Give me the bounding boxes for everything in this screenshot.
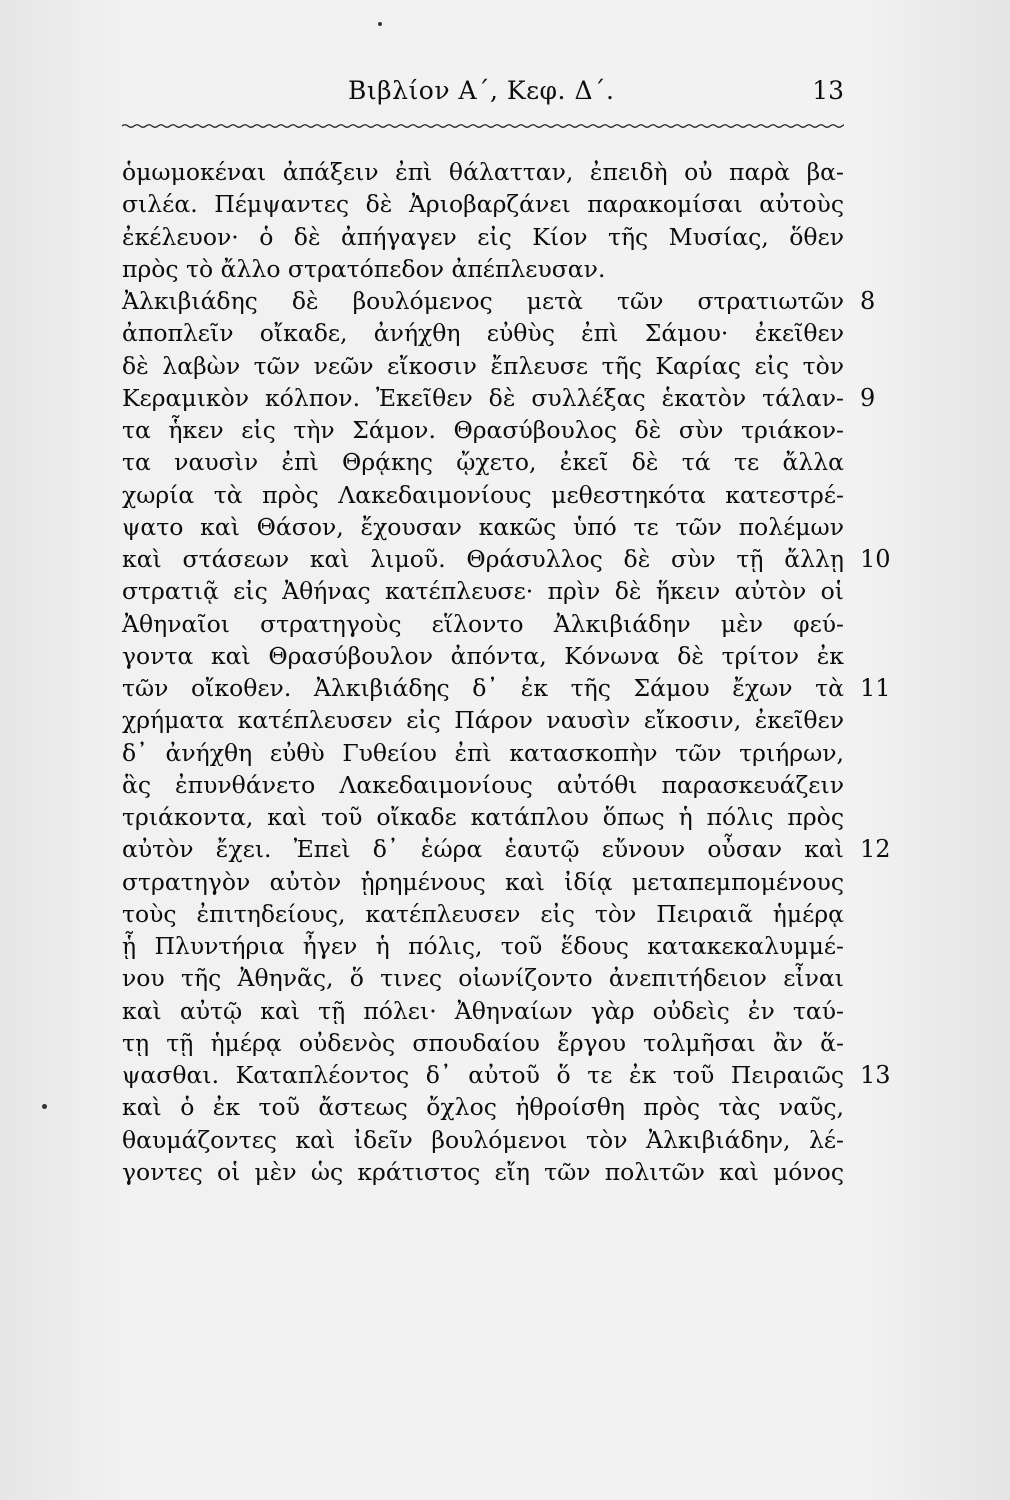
text-line: στρατιᾷ εἰς Ἀθήνας κατέπλευσε· πρὶν δὲ ἥκειν αὐτὸν οἱ [122, 577, 844, 606]
text-line: στρατηγὸν αὐτὸν ᾑρημένους καὶ ἰδίᾳ μεταπεμπομένους [122, 867, 844, 896]
text-line: γοντα καὶ Θρασύβουλον ἀπόντα, Κόνωνα δὲ τρίτον ἐκ [122, 641, 844, 670]
text-line: δ᾽ ἀνήχθη εὐθὺ Γυθείου ἐπὶ κατασκοπὴν τῶν τριήρων, [122, 738, 844, 767]
text-line: αὐτὸν ἔχει. Ἐπεὶ δ᾽ ἑώρα ἑαυτῷ εὔνουν οὖσαν καὶ [122, 835, 844, 864]
text-line: νου τῆς Ἀθηνᾶς, ὅ τινες οἰωνίζοντο ἀνεπιτήδειον εἶναι [122, 964, 844, 993]
text-line: ἀποπλεῖν οἴκαδε, ἀνήχθη εὐθὺς ἐπὶ Σάμου· ἐκεῖθεν [122, 319, 844, 348]
text-line: καὶ στάσεων καὶ λιμοῦ. Θράσυλλος δὲ σὺν τῇ ἄλλῃ [122, 545, 844, 573]
section-number: 12 [860, 835, 891, 864]
page-header [122, 76, 844, 116]
text-line: ἐκέλευον· ὁ δὲ ἀπήγαγεν εἰς Κίον τῆς Μυσίας, ὅθεν [122, 222, 844, 251]
text-line: τῃ τῇ ἡμέρᾳ οὐδενὸς σπουδαίου ἔργου τολμῆσαι ἂν ἅ- [122, 1028, 844, 1057]
text-line: καὶ αὐτῷ καὶ τῇ πόλει· Ἀθηναίων γὰρ οὐδεὶς ἐν ταύ- [122, 996, 844, 1025]
section-number: 11 [860, 674, 891, 702]
text-line: Ἀλκιβιάδης δὲ βουλόμενος μετὰ τῶν στρατιωτῶν [122, 287, 844, 315]
text-line: ψατο καὶ Θάσον, ἔχουσαν κακῶς ὑπό τε τῶν πολέμων [122, 512, 844, 541]
ink-speck [42, 1104, 47, 1109]
text-line: Ἀθηναῖοι στρατηγοὺς εἵλοντο Ἀλκιβιάδην μὲν φεύ- [122, 609, 844, 638]
text-line: τα ναυσὶν ἐπὶ Θρᾴκης ᾤχετο, ἐκεῖ δὲ τά τε ἄλλα [122, 448, 844, 477]
text-line: Κεραμικὸν κόλπον. Ἐκεῖθεν δὲ συλλέξας ἑκατὸν τάλαν- [122, 383, 844, 412]
running-title: Βιβλίον Α΄, Κεφ. Δ΄. [348, 76, 615, 105]
section-number: 10 [860, 545, 891, 573]
text-line: θαυμάζοντες καὶ ἰδεῖν βουλόμενοι τὸν Ἀλκιβιάδην, λέ- [122, 1125, 844, 1154]
text-line: γοντες οἱ μὲν ὡς κράτιστος εἴη τῶν πολιτῶν καὶ μόνος [122, 1157, 844, 1186]
text-line: καὶ ὁ ἐκ τοῦ ἄστεως ὄχλος ἠθροίσθη πρὸς τὰς ναῦς, [122, 1093, 844, 1122]
page-number: 13 [812, 76, 844, 105]
ink-speck [378, 22, 382, 26]
section-number: 8 [860, 287, 876, 315]
text-line: ὁμωμοκέναι ἀπάξειν ἐπὶ θάλατταν, ἐπειδὴ οὐ παρὰ βα- [122, 158, 844, 186]
text-line: χωρία τὰ πρὸς Λακεδαιμονίους μεθεστηκότα κατεστρέ- [122, 480, 844, 509]
text-line: τῶν οἴκοθεν. Ἀλκιβιάδης δ᾽ ἐκ τῆς Σάμου ἔχων τὰ [122, 674, 844, 702]
text-line: δὲ λαβὼν τῶν νεῶν εἴκοσιν ἔπλευσε τῆς Καρίας εἰς τὸν [122, 351, 844, 380]
header-wavy-rule [122, 123, 844, 129]
text-line: πρὸς τὸ ἄλλο στρατόπεδον ἀπέπλευσαν. [122, 254, 606, 283]
text-line: τα ἧκεν εἰς τὴν Σάμον. Θρασύβουλος δὲ σὺν τριάκον- [122, 416, 844, 444]
text-line: τοὺς ἐπιτηδείους, κατέπλευσεν εἰς τὸν Πειραιᾶ ἡμέρᾳ [122, 899, 844, 928]
text-line: ᾗ Πλυντήρια ἦγεν ἡ πόλις, τοῦ ἕδους κατακεκαλυμμέ- [122, 932, 844, 960]
text-line: σιλέα. Πέμψαντες δὲ Ἀριοβαρζάνει παρακομίσαι αὐτοὺς [122, 190, 844, 219]
text-line: ἃς ἐπυνθάνετο Λακεδαιμονίους αὐτόθι παρασκευάζειν [122, 770, 844, 799]
text-line: χρήματα κατέπλευσεν εἰς Πάρον ναυσὶν εἴκοσιν, ἐκεῖθεν [122, 706, 844, 735]
text-line: τριάκοντα, καὶ τοῦ οἴκαδε κατάπλου ὅπως ἡ πόλις πρὸς [122, 803, 844, 831]
text-line: ψασθαι. Καταπλέοντος δ᾽ αὐτοῦ ὅ τε ἐκ τοῦ Πειραιῶς [122, 1061, 844, 1089]
section-number: 13 [860, 1061, 891, 1089]
section-number: 9 [860, 383, 876, 412]
